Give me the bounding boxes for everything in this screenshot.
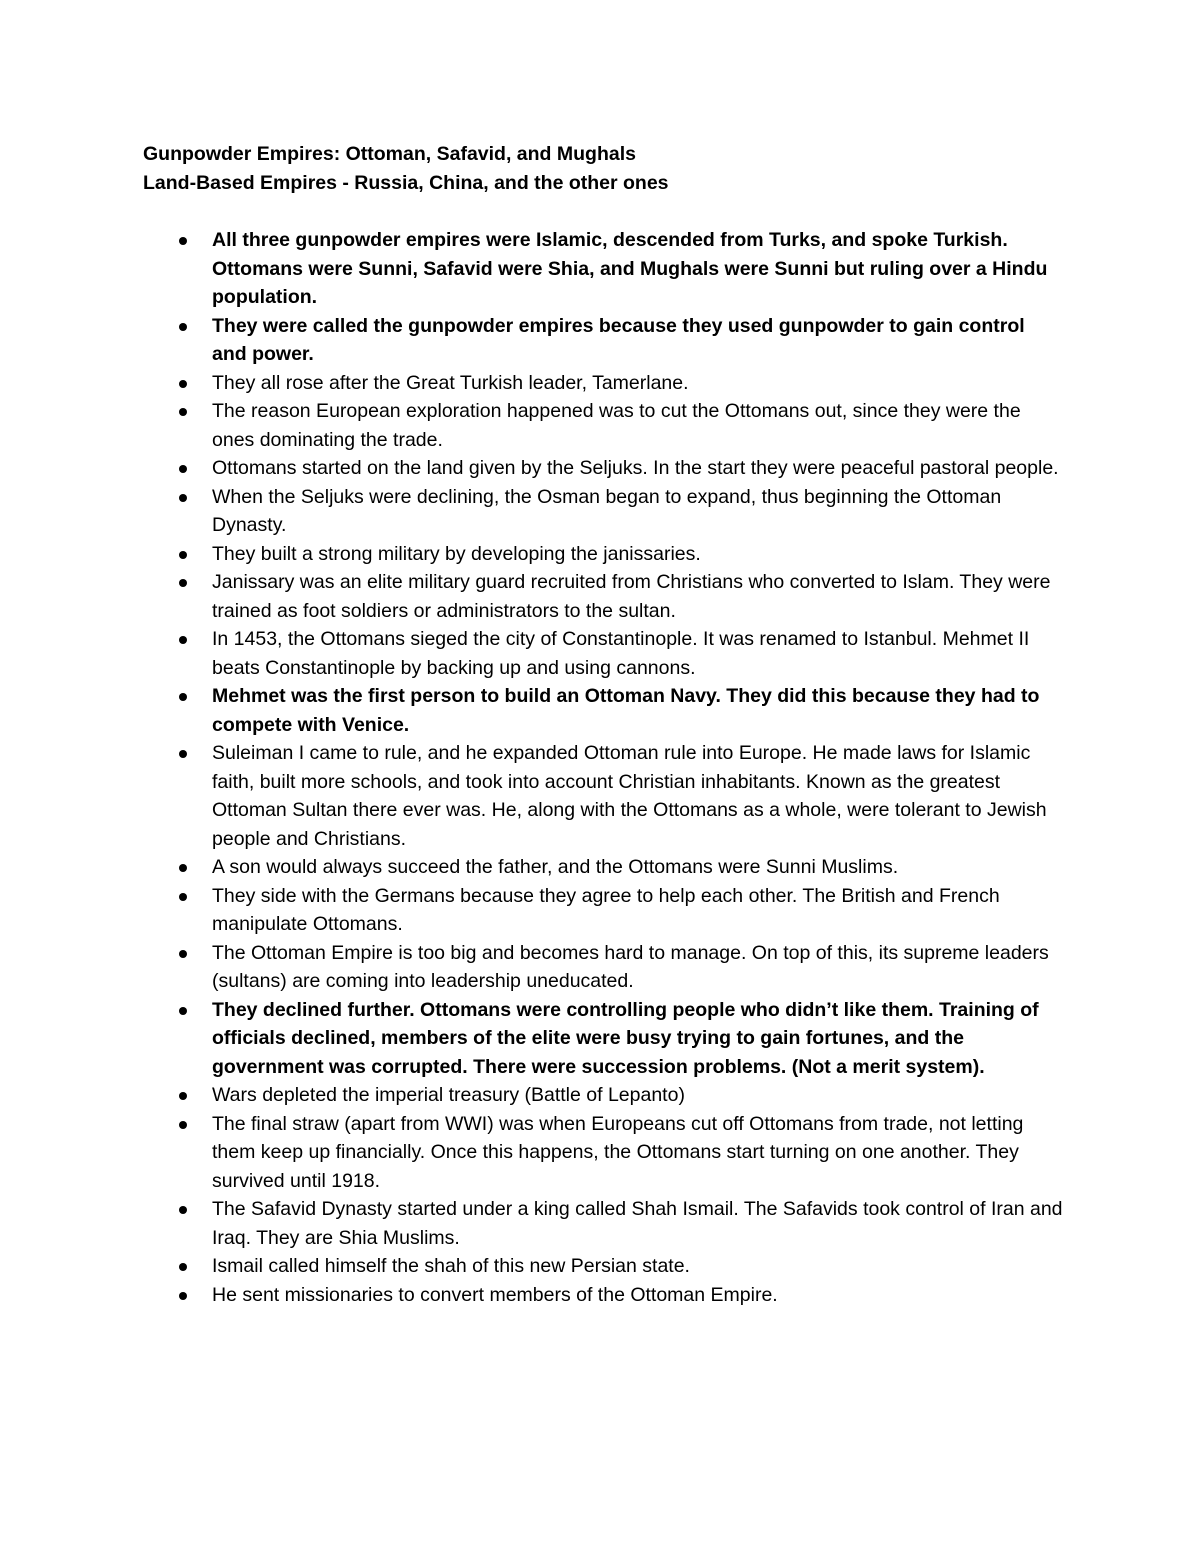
notes-list	[143, 226, 1063, 1309]
list-item	[143, 540, 1063, 569]
list-item	[143, 483, 1063, 540]
bullet-icon	[179, 950, 187, 958]
bullet-icon	[179, 636, 187, 644]
list-item-text: The Ottoman Empire is too big and becomes hard to manage. On top of this, its supreme leaders (sultans) are coming into leadership uneducated.	[212, 941, 1049, 992]
bullet-icon	[179, 408, 187, 416]
list-item-text: When the Seljuks were declining, the Osman began to expand, thus beginning the Ottoman Dynasty.	[212, 485, 1002, 536]
list-item	[143, 939, 1063, 996]
bullet-icon	[179, 1007, 187, 1015]
list-item-text: All three gunpowder empires were Islamic, descended from Turks, and spoke Turkish. Ottomans were Sunni, Safavid were Shia, and Mughals were Sunni but ruling over a Hindu population.	[212, 229, 1048, 308]
list-item	[143, 1281, 1063, 1310]
list-item-text: They declined further. Ottomans were controlling people who didn’t like them. Training of officials declined, members of the elite were busy trying to gain fortunes, and the government was corrupted. There were succession problems. (Not a merit system).	[212, 998, 1039, 1078]
list-item-text: He sent missionaries to convert members of the Ottoman Empire.	[212, 1283, 778, 1306]
list-item-text: They all rose after the Great Turkish leader, Tamerlane.	[212, 371, 689, 394]
list-item-text: Ismail called himself the shah of this new Persian state.	[212, 1255, 690, 1277]
list-item	[143, 1195, 1063, 1252]
document-title: Gunpowder Empires: Ottoman, Safavid, and Mughals	[143, 143, 636, 165]
list-item	[143, 996, 1063, 1082]
list-item	[143, 682, 1063, 739]
list-item-text: They built a strong military by developing the janissaries.	[212, 542, 701, 565]
bullet-icon	[179, 237, 187, 245]
bullet-icon	[179, 380, 187, 388]
list-item	[143, 226, 1063, 312]
bullet-icon	[179, 323, 187, 331]
list-item-text: Janissary was an elite military guard recruited from Christians who converted to Islam. They were trained as foot soldiers or administrators to the sultan.	[212, 571, 1051, 622]
list-item	[143, 882, 1063, 939]
bullet-icon	[179, 465, 187, 473]
bullet-icon	[179, 579, 187, 587]
bullet-icon	[179, 750, 187, 758]
list-item	[143, 1081, 1063, 1110]
list-item	[143, 312, 1063, 369]
list-item	[143, 853, 1063, 882]
list-item-text: Mehmet was the first person to build an Ottoman Navy. They did this because they had to compete with Venice.	[212, 685, 1040, 736]
list-item	[143, 369, 1063, 398]
bullet-icon	[179, 864, 187, 872]
bullet-icon	[179, 1121, 187, 1129]
document-subtitle: Land-Based Empires - Russia, China, and the other ones	[143, 172, 669, 194]
list-item-text: The reason European exploration happened was to cut the Ottomans out, since they were the ones dominating the trade.	[212, 400, 1021, 451]
list-item-text: Wars depleted the imperial treasury (Battle of Lepanto)	[212, 1084, 685, 1106]
bullet-icon	[179, 693, 187, 701]
list-item-text: They were called the gunpowder empires because they used gunpowder to gain control and power.	[212, 314, 1025, 365]
bullet-icon	[179, 1206, 187, 1214]
list-item-text: In 1453, the Ottomans sieged the city of Constantinople. It was renamed to Istanbul. Mehmet II beats Constantinople by backing up and using cannons.	[212, 628, 1030, 679]
list-item-text: Suleiman I came to rule, and he expanded Ottoman rule into Europe. He made laws for Islamic faith, built more schools, and took into account Christian inhabitants. Known as the greatest Ottoman Sultan there ever was. He, along with the Ottomans as a whole, were tolerant to Jewish people and Christians.	[212, 742, 1047, 850]
list-item-text: Ottomans started on the land given by the Seljuks. In the start they were peaceful pastoral people.	[212, 457, 1059, 479]
bullet-icon	[179, 1263, 187, 1271]
list-item	[143, 397, 1063, 454]
list-item-text: The final straw (apart from WWI) was when Europeans cut off Ottomans from trade, not letting them keep up financially. Once this happens, the Ottomans start turning on one another. They survived until 1918.	[212, 1112, 1024, 1192]
list-item-text: They side with the Germans because they agree to help each other. The British and French manipulate Ottomans.	[212, 884, 1000, 935]
list-item	[143, 1252, 1063, 1281]
list-item	[143, 1110, 1063, 1196]
bullet-icon	[179, 551, 187, 559]
bullet-icon	[179, 1092, 187, 1100]
list-item	[143, 739, 1063, 853]
list-item	[143, 625, 1063, 682]
list-item-text: The Safavid Dynasty started under a king called Shah Ismail. The Safavids took control of Iran and Iraq. They are Shia Muslims.	[212, 1198, 1063, 1249]
bullet-icon	[179, 1292, 187, 1300]
list-item	[143, 568, 1063, 625]
bullet-icon	[179, 893, 187, 901]
bullet-icon	[179, 494, 187, 502]
list-item	[143, 454, 1063, 483]
list-item-text: A son would always succeed the father, and the Ottomans were Sunni Muslims.	[212, 856, 899, 878]
